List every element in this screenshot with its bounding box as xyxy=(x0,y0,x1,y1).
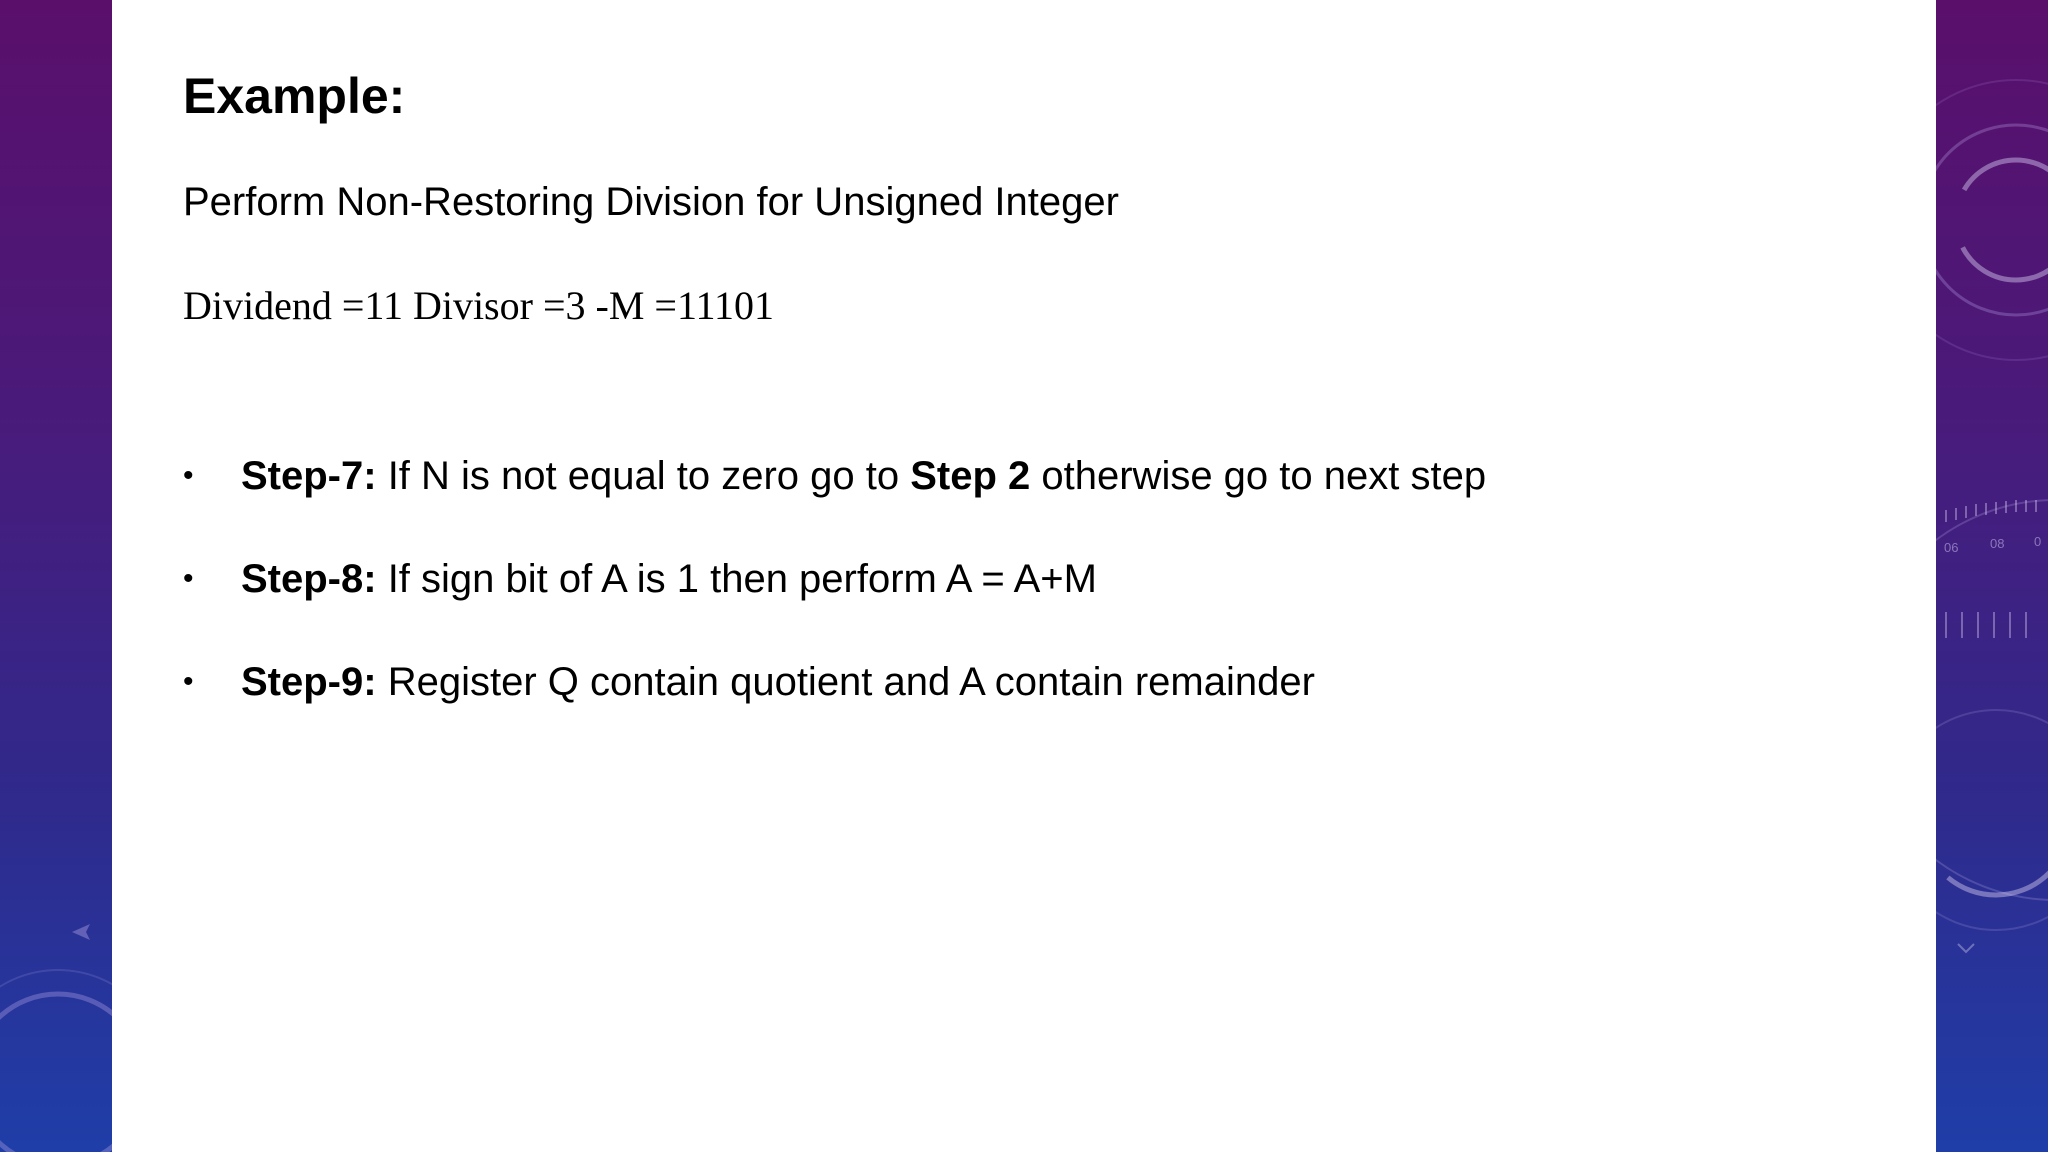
step-text: Register Q contain quotient and A contain remainder xyxy=(376,660,1315,704)
bullet-icon: • xyxy=(183,562,194,595)
scale-label: 08 xyxy=(1990,536,2005,551)
step-item-7 xyxy=(183,452,1486,500)
step-text: otherwise go to next step xyxy=(1030,454,1487,498)
right-background-edge xyxy=(1936,0,2048,1152)
step-item-9 xyxy=(183,658,1486,706)
right-decoration-icon xyxy=(1936,0,2048,1152)
step-text: If N is not equal to zero go to xyxy=(376,454,911,498)
scale-label: 0 xyxy=(2034,534,2042,549)
step-label: Step-9: xyxy=(241,660,377,704)
step-text: If sign bit of A is 1 then perform A = A+M xyxy=(376,557,1097,601)
division-values: Dividend =11 Divisor =3 -M =11101 xyxy=(183,283,774,328)
step-label: Step-7: xyxy=(241,454,377,498)
left-decoration-icon xyxy=(0,0,112,1152)
step-label: Step-8: xyxy=(241,557,377,601)
bullet-icon: • xyxy=(183,459,194,492)
scale-label: 06 xyxy=(1944,540,1959,555)
bullet-icon: • xyxy=(183,665,194,698)
step-emphasis: Step 2 xyxy=(910,454,1031,498)
slide-content xyxy=(112,0,1936,1152)
slide-subtitle: Perform Non-Restoring Division for Unsigned Integer xyxy=(183,180,1119,224)
slide-title: Example: xyxy=(183,68,406,124)
left-background-edge xyxy=(0,0,112,1152)
steps-list xyxy=(183,452,1486,761)
step-item-8 xyxy=(183,555,1486,603)
